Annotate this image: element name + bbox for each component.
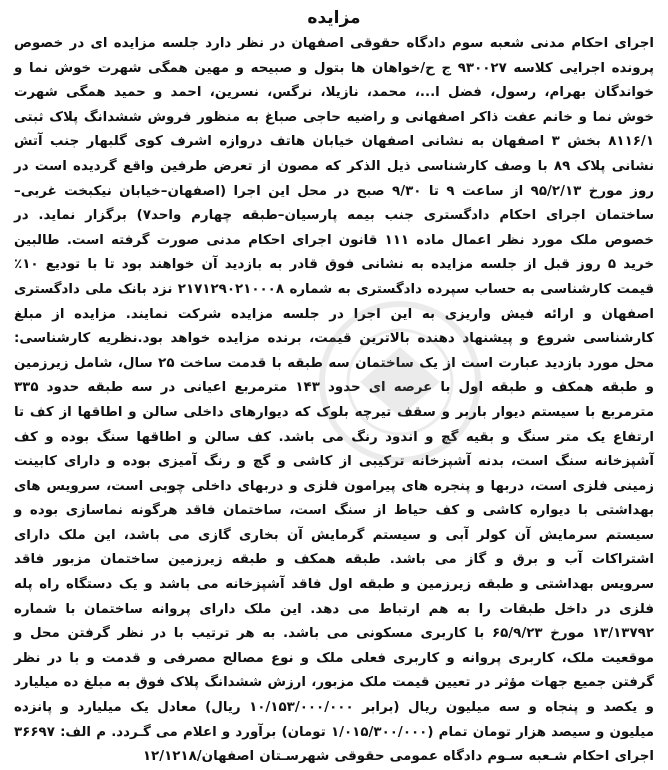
notice-title: مزایده (307, 8, 361, 28)
notice-body: اجرای احکام مدنی شعبه سوم دادگاه حقوقی اصفهان در نظر دارد جلسه مزایده ای در خصوص پرونده اجرایی کلاسه ۹۳۰۰۲۷ ج ح/خواهان ها بتول و صبیحه و مهین همگی شهرت خوش نما و خواندگان بهرام، رسول، فضل ا...، محمد، نازیلا، نرگس، نسرین، احمد و حمید همگی شهرت خوش نما و خانم عفت ذاکر اصفهانی و راضیه حاجی صباغ به منظور فروش ششدانگ پلاک ثبتی ۸۱۱۶/۱ بخش ۳ اصفهان به نشانی اصفهان خیابان هاتف دروازه اشرف کوی گلبهار جنب آتش نشانی پلاک ۸۹ با وصف کارشناسی ذیل الذکر که مصون از تعرض طرفین واقع گردیده است در روز مورخ ۹۵/۲/۱۳ از ساعت ۹ تا ۹/۳۰ صبح در محل این اجرا (اصفهان–خیابان نیکبخت غربی–ساختمان اجرای احکام دادگستری جنب بیمه پارسیان–طبقه چهارم واحد۷) برگزار نماید. در خصوص ملک مورد نظر اعمال ماده ۱۱۱ قانون اجرای احکام مدنی صورت گرفته است. طالبین خرید ۵ روز قبل از جلسه مزایده به نشانی فوق قادر به بازدید آن خواهند بود تا با تودیع ۱۰٪ قیمت کارشناسی به حساب سپرده دادگستری به شماره ۲۱۷۱۲۹۰۲۱۰۰۰۸ نزد بانک ملی دادگستری اصفهان و ارائه فیش واریزی به این اجرا در جلسه مزایده شرکت نمایند. مزایده از مبلغ کارشناسی شروع و پیشنهاد دهنده بالاترین قیمت، برنده مزایده خواهد بود.نظریه کارشناسی: محل مورد بازدید عبارت است از یک ساختمان سه طبقه با قدمت ساخت ۲۵ سال، شامل زیرزمین و طبقه همکف و طبقه اول با عرصه ای حدود ۱۴۳ مترمربع اعیانی در سه طبقه حدود ۳۳۵ مترمربع با سیستم دیوار باربر و سقف تیرچه بلوک که دیوارهای داخلی سالن و اطاقها از کف تا ارتفاع یک متر سنگ و بقیه گچ و اندود رنگ می باشد. کف سالن و اطاقها سنگ بوده و کف آشپزخانه سنگ است، بدنه آشپزخانه ترکیبی از کاشی و گچ و رنگ آمیزی بوده و دارای کابینت زمینی فلزی است، دربها و پنجره های پیرامون فلزی و دربهای داخلی چوبی است، سرویس های بهداشتی با دیواره کاشی و کف حیاط از سنگ است، ساختمان فاقد هرگونه نماسازی بوده و سیستم سرمایش آن کولر آبی و سیستم گرمایش آن بخاری گازی می باشد، این ملک دارای اشتراکات آب و برق و گاز می باشد. طبقه همکف و طبقه زیرزمین ساختمان مزبور فاقد سرویس بهداشتی و طبقه زیرزمین و طبقه اول فاقد آشپزخانه می باشد و یک دستگاه راه پله فلزی در داخل طبقات را به هم ارتباط می دهد. این ملک دارای پروانه ساختمان با شماره ۱۳/۱۳۷۹۲ مورخ ۶۵/۹/۲۳ با کاربری مسکونی می باشد. به هر ترتیب با در نظر گرفتن محل و موقعیت ملک، کاربری پروانه و کاربری فعلی ملک و نوع مصالح مصرفی و قدمت و با در نظر گرفتن جمیع جهات مؤثر در تعیین قیمت ملک مزبور، ارزش ششدانگ پلاک فوق به مبلغ ده میلیارد و یکصد و پنجاه و سه میلیون ریال (برابر ۱۰/۱۵۳/۰۰۰/۰۰۰ ریال) معادل یک میلیارد و پانزده میلیون و سیصد هزار تومان تمام (۱/۰۱۵/۳۰۰/۰۰۰ تومان) برآورد و اعلام می گـردد. م الف: ۳۶۶۹۷ اجرای احکام شـعبه سـوم دادگاه عمومی حقوقی شهرسـتان اصفهان/۱۲/۱۲۱۸ (14, 36, 655, 765)
